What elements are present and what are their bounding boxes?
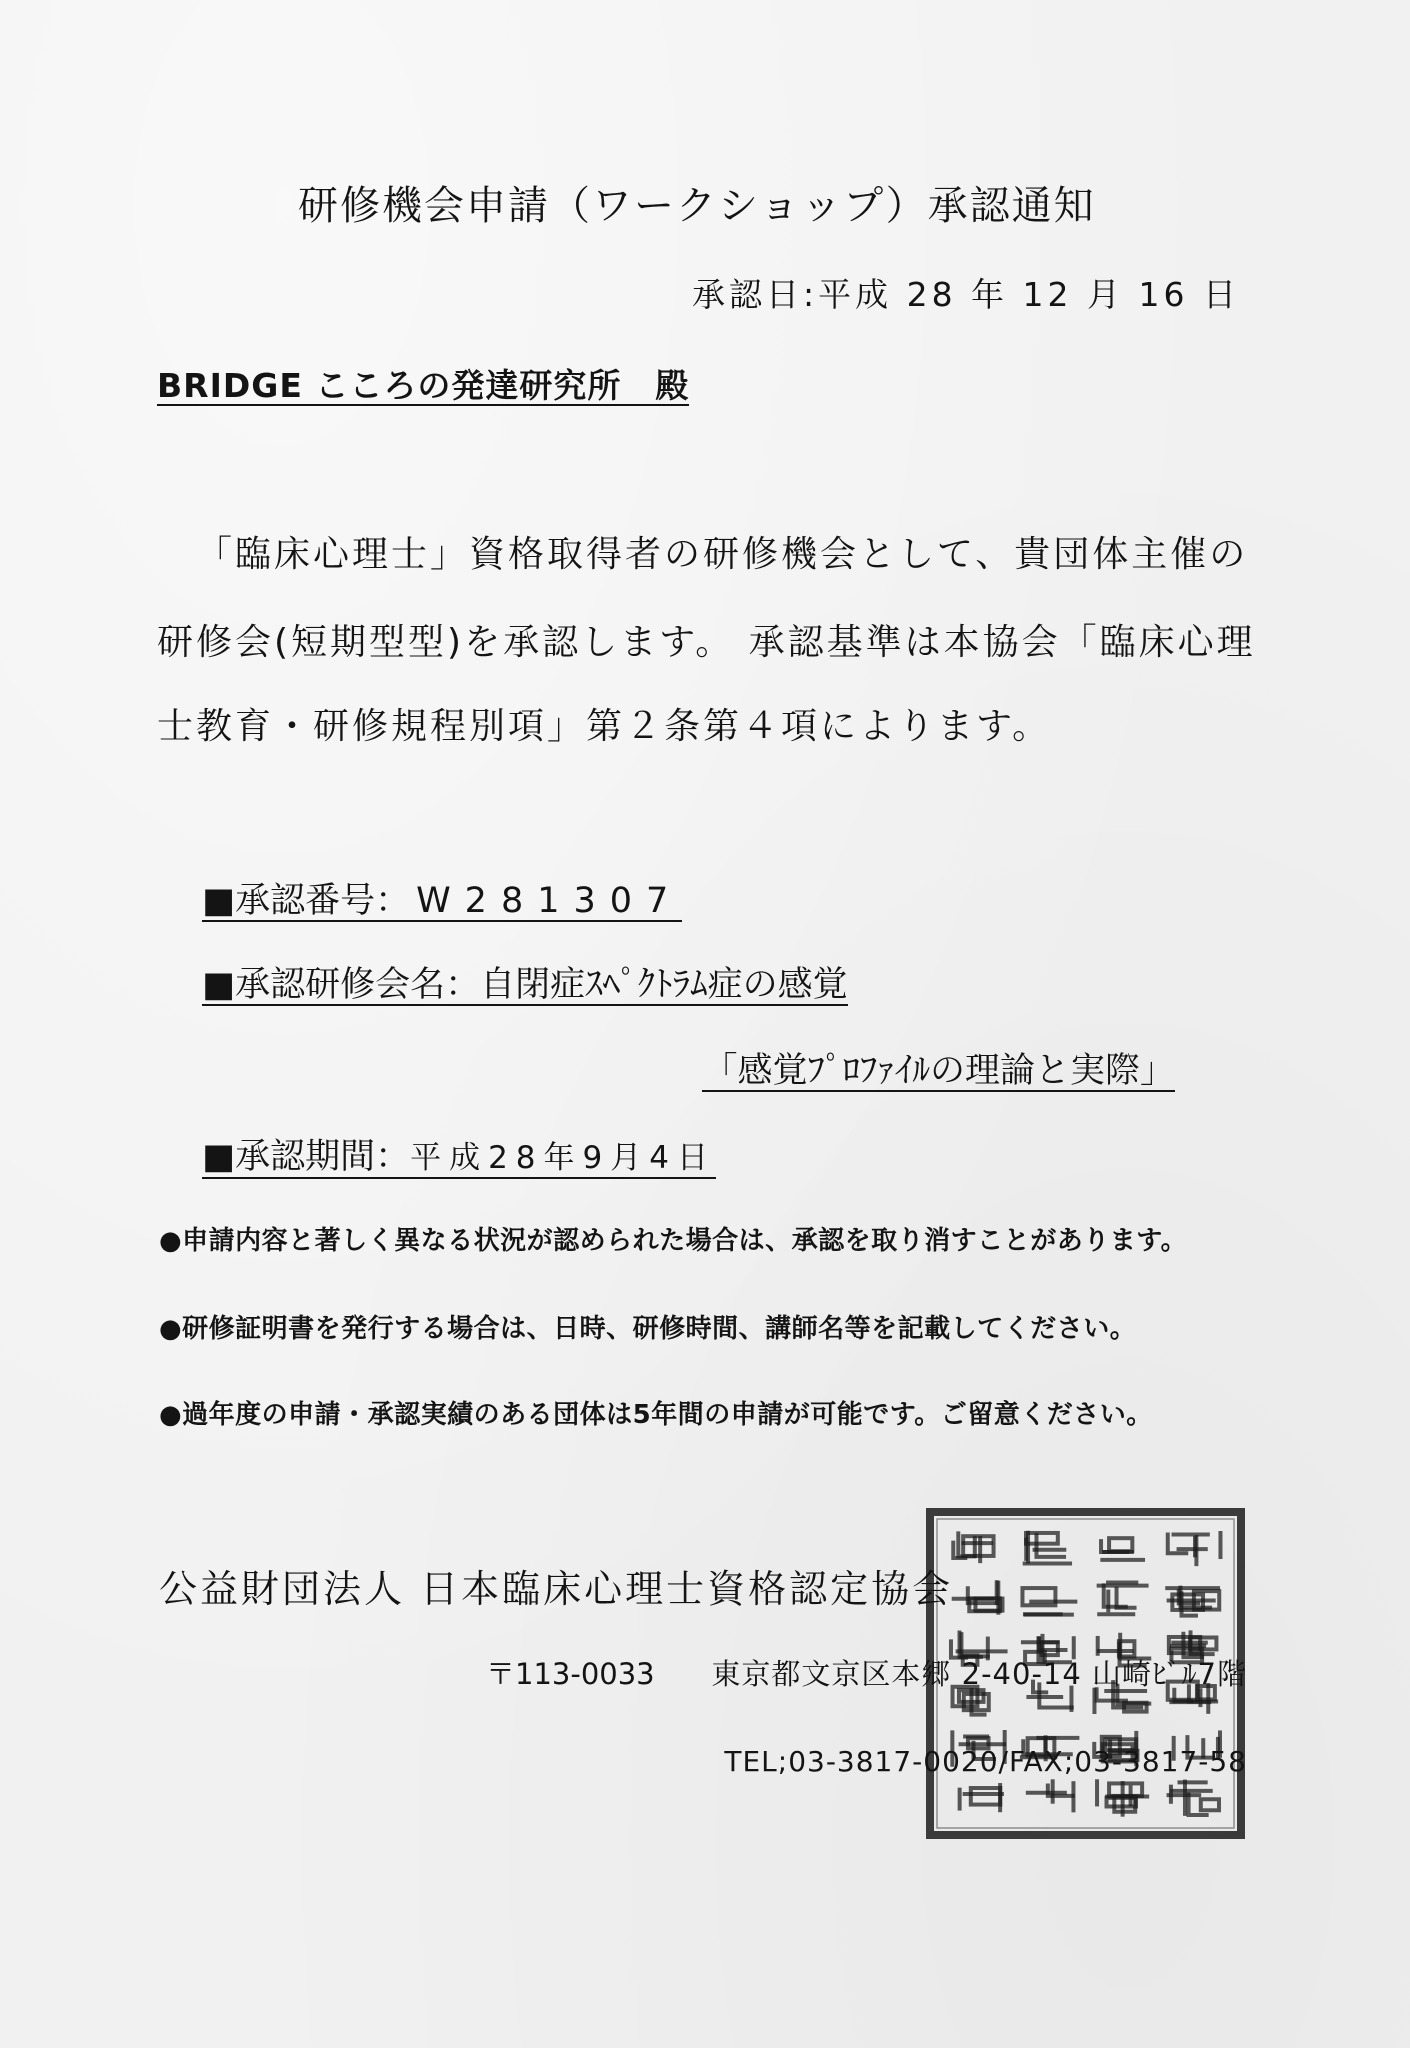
seal-stroke: [1036, 1535, 1064, 1557]
note-item: ●申請内容と著しく異なる状況が認められた場合は、承認を取り消すことがあります。: [159, 1226, 1188, 1256]
body-line: 研修会(短期型型)を承認します。 承認基準は本協会「臨床心理: [157, 622, 1256, 663]
workshop-subtitle: 「感覚ﾌﾟﾛﾌｧｲﾙの理論と実際」: [702, 1051, 1175, 1091]
approval-number-label: ■承認番号：: [202, 881, 411, 921]
body-line: 「臨床心理士」資格取得者の研修機会として、貴団体主催の: [196, 534, 1249, 575]
approval-period-item: [202, 1138, 716, 1179]
seal-stroke: [1109, 1538, 1132, 1551]
issuer-postal-code: 〒113-0033: [486, 1657, 655, 1691]
workshop-name-item: [202, 966, 848, 1006]
seal-stroke: [1201, 1799, 1219, 1810]
seal-stroke: [1109, 1783, 1142, 1795]
approval-period-label: ■承認期間：: [202, 1137, 411, 1177]
document-title: 研修機会申請（ワークショップ）承認通知: [298, 183, 1096, 229]
workshop-name-value: 自閉症ｽﾍﾟｸﾄﾗﾑ症の感覚: [480, 965, 848, 1005]
seal-stroke: [971, 1788, 1000, 1805]
issuer-contact: TEL;03-3817-0020/FAX;03-3817-58: [724, 1745, 1247, 1778]
seal-stroke: [968, 1588, 996, 1603]
workshop-name-label: ■承認研修会名：: [202, 965, 481, 1005]
body-line: 士教育・研修規程別項」第２条第４項によります。: [157, 706, 1052, 747]
seal-stroke: [1101, 1541, 1132, 1552]
approval-number-value: W281307: [416, 881, 683, 921]
note-item: ●研修証明書を発行する場合は、日時、研修時間、講師名等を記載してください。: [159, 1314, 1137, 1344]
approval-date: 承認日:平成 28 年 12 月 16 日: [691, 275, 1240, 314]
issuer-address: 東京都文京区本郷 2-40-14 山崎ﾋﾞﾙ7階: [711, 1657, 1247, 1691]
seal-stroke: [1026, 1533, 1058, 1544]
approval-period-value: 平成28年9月4日: [410, 1140, 716, 1176]
addressee: BRIDGE こころの発達研究所 殿: [157, 366, 690, 405]
approval-number-item: [202, 882, 682, 922]
issuer-name: 公益財団法人 日本臨床心理士資格認定協会: [159, 1567, 954, 1611]
note-item: ●過年度の申請・承認実績のある団体は5年間の申請が可能です。ご留意ください。: [159, 1400, 1153, 1430]
